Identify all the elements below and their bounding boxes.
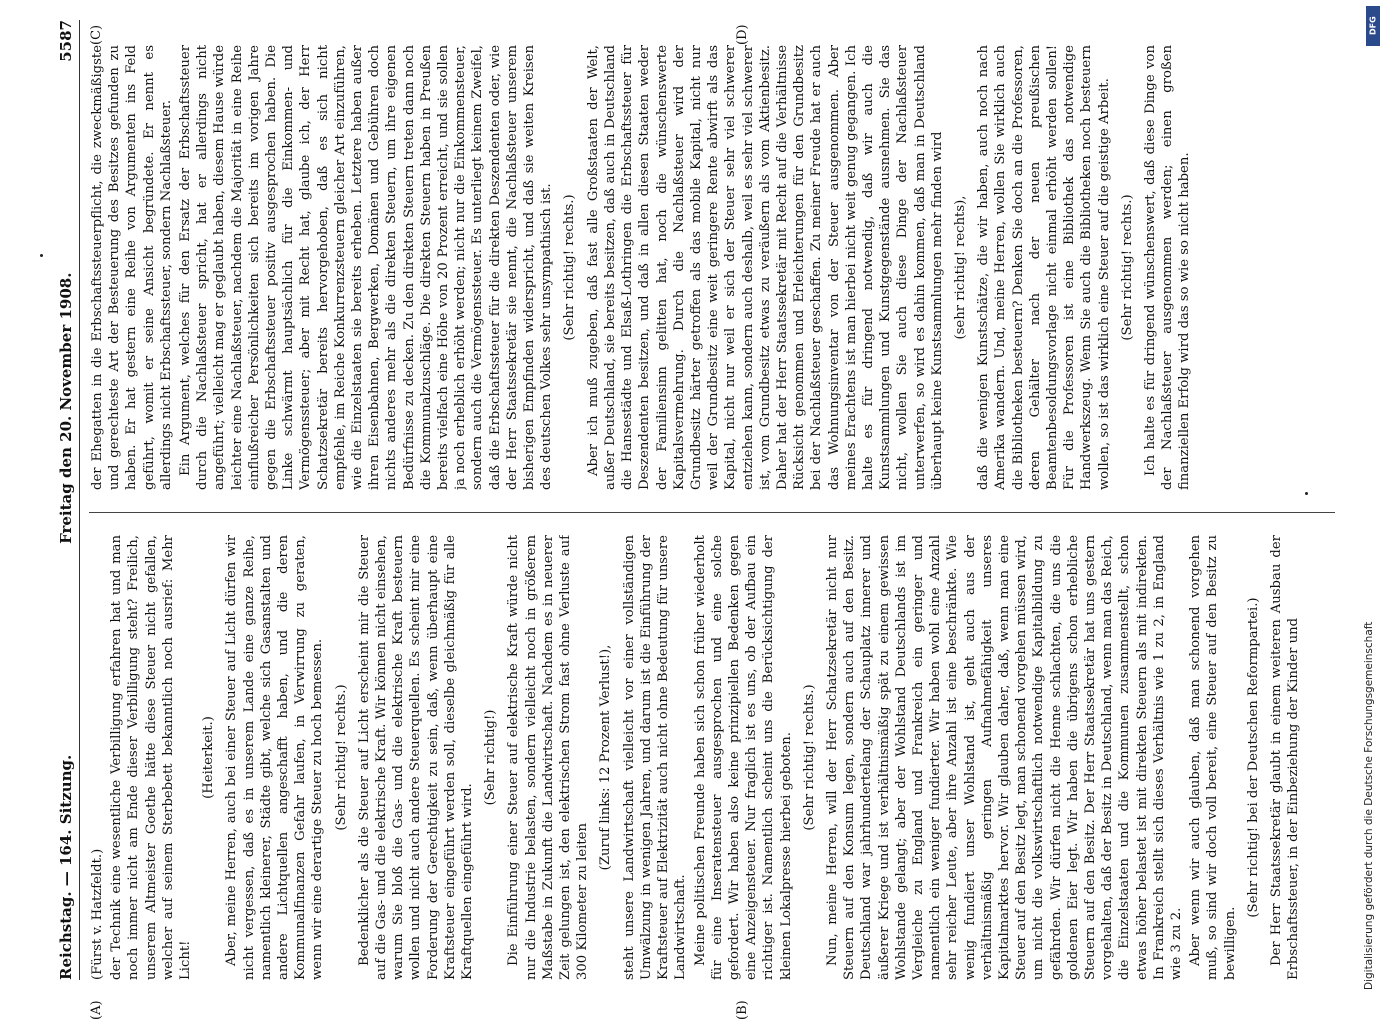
interjection: (Heiterkeit.) bbox=[201, 716, 217, 799]
paragraph: der Technik eine wesentliche Verbilligung erfahren hat und man noch immer nicht am Ende dieser Verbilligung steht? Freilich, unserem Altmeister Goethe hätte diese Steuer nicht gefallen, welcher auf seinem Sterbebett bekanntlich noch ausrief: Mehr Licht! bbox=[109, 535, 194, 980]
interjection: (Sehr richtig! rechts.) bbox=[801, 684, 817, 831]
interjection: (Sehr richtig! rechts.) bbox=[562, 194, 578, 341]
margin-marker-c: (C) bbox=[89, 24, 104, 45]
speck bbox=[1305, 492, 1308, 495]
interjection: (Sehr richtig!) bbox=[483, 709, 499, 806]
speaker-note: (Fürst v. Hatzfeldt.) bbox=[90, 848, 105, 980]
digitization-credit: Digitalisierung gefördert durch die Deutsche Forschungsgemeinschaft bbox=[1363, 621, 1375, 990]
paragraph: steht unsere Landwirtschaft vielleicht vor einer vollständigen Umwälzung in wenigen Jahren, und darum ist die Einführung der Kraftsteuer auf Elektrizität auch nicht ohne Bedeutung für unsere Landwirtschaft. bbox=[621, 535, 689, 980]
page-header bbox=[45, 20, 75, 980]
paragraph: Aber ich muß zugeben, daß fast alle Großstaaten der Welt, außer Deutschland, sie bereits besitzen, daß auch in Deutschland die Hansestädte und Elsaß-Lothringen die Erbschaftssteuer für Deszendenten besitzen, und daß in allen diesen Staaten weder der Familiensinn gelitten hat, noch die wünschenswerte Kapitalsvermehrung. Durch die Nachlaßsteuer wird der Grundbesitz härter getroffen als das mobile Kapital, nicht nur weil der Grundbesitz eine weit geringere Rente abwirft als das Kapital, nicht nur weil er sich der Steuer sehr viel schwerer entziehen kann, sondern auch deshalb, weil es sehr viel schwerer ist, vom Grundbesitz etwas zu veräußern als vom Aktienbesitz. Daher hat der Herr Staatssekretär mit Recht auf die Verhältnisse Rücksicht genommen und Erleichterungen für den Grundbesitz bei der Nachlaßsteuer geschaffen. Zu meiner Freude hat er auch das Wohnungsinventar von der Steuer ausgenommen. Aber meines Erachtens ist man hierbei nicht weit genug gegangen. Ich halte es für dringend notwendig, daß wir auch die Kunstsammlungen und Kunstgegenstände ausnehmen. Sie das nicht, wollen Sie auch diese Dinge der Nachlaßsteuer unterwerfen, so wird es dahin kommen, daß man in Deutschland überhaupt keine Kunstsammlungen mehr finden wird bbox=[585, 45, 945, 490]
paragraph: Der Herr Staatssekretär glaubt in einem weiteren Ausbau der Erbschaftssteuer, in der Einbeziehung der Kinder und bbox=[1269, 535, 1302, 980]
interjection: (Sehr richtig! rechts.) bbox=[333, 684, 349, 831]
page-number: 5587 bbox=[57, 20, 75, 62]
right-column bbox=[89, 45, 1335, 490]
left-column bbox=[89, 535, 1335, 980]
interjection: (sehr richtig! rechts), bbox=[952, 195, 968, 340]
paragraph: Ich halte es für dringend wünschenswert, daß diese Dinge von der Nachlaßsteuer ausgenommen werden; einen großen finanziellen Erfolg wird das so wie so nicht haben. bbox=[1142, 45, 1193, 490]
margin-marker-b: (B) bbox=[735, 1000, 750, 1020]
speck bbox=[40, 254, 43, 257]
paragraph: Aber, meine Herren, auch bei einer Steuer auf Licht dürfen wir nicht vergessen, daß es in unserem Lande eine ganze Reihe, namentlich kleinerer, Städte gibt, welche sich Gasanstalten und andere Lichtquellen angeschafft haben, und die deren Kommunalfinanzen Gefahr laufen, in Verwirrung zu geraten, wenn wir eine derartige Steuer zu hoch bemessen. bbox=[224, 535, 326, 980]
interjection: (Sehr richtig! bei der Deutschen Reformpartei.) bbox=[1245, 597, 1261, 918]
margin-marker-d: (D) bbox=[735, 24, 750, 45]
paragraph: Nun, meine Herren, will der Herr Schatzsekretär nicht nur Steuern auf den Konsum legen, sondern auch auf den Besitz. Deutschland war jahrhundertelang der Schauplatz innerer und äußerer Kriege und ist verhältnismäßig spät zu einem gewissen Wohlstande gelangt; aber der Wohlstand Deutschlands ist im Vergleiche zu England und Frankreich ein geringer und namentlich ein weniger fundierter. Wir haben wohl eine Anzahl sehr reicher Leute, aber ihre Anzahl ist eine beschränkte. Wie wenig fundiert unser Wohlstand ist, geht auch aus der verhältnismäßig geringen Aufnahmefähigkeit unseres Kapitalmarktes hervor. Wir glauben daher, daß, wenn man eine Steuer auf den Besitz legt, man schonend vorgehen müssen wird, um nicht die volkswirtschaftlich notwendige Kapitalbildung zu gefährden. Wir dürfen nicht die Henne schlachten, die uns die goldenen Eier legt. Wir haben die übrigens schon erhebliche Steuern auf den Besitz. Der Herr Staatssekretär hat uns gestern vorgehalten, daß der Besitz in Deutschland, wenn man das Reich, die Einzelstaaten und die Kommunen zusammenstellt, schon etwas höher belastet ist mit direkten Steuern als mit indirekten. In Frankreich stellt sich dieses Verhältnis wie 1 zu 2, in England wie 3 zu 2. bbox=[824, 535, 1184, 980]
interjection: (Sehr richtig! rechts.) bbox=[1119, 194, 1135, 341]
interjection: (Zuruf links: 12 Prozent Verlust!), bbox=[598, 644, 614, 871]
paragraph: Ein Argument, welches für den Ersatz der Erbschaftssteuer durch die Nachlaßsteuer spricht, hat er allerdings nicht angeführt; vielleicht mag er geglaubt haben, diesem Hause würde leichter eine Nachlaßsteuer, nachdem die Majorität in eine Reihe einflußreicher Persönlichkeiten sich bereits im vorigen Jahre gegen die Erbschaftssteuer positiv ausgesprochen haben. Die Linke schwärmt hauptsächlich für die Einkommen- und Vermögenssteuer; aber mit Recht hat, glaube ich, der Herr Schatzsekretär bereits hervorgehoben, daß es sich nicht empfehle, im Reiche Konkurrenzsteuern gleicher Art einzuführen, wie die Einzelstaaten sie bereits erheben. Letztere haben außer ihren Eisenbahnen, Bergwerken, Domänen und Gebühren doch nichts anderes mehr als die direkten Steuern, um ihre eigenen Bedürfnisse zu decken. Zu den direkten Steuern treten dann noch die Kommunalzuschläge. Die direkten Steuern haben in Preußen bereits vielfach eine Höhe von 20 Prozent erreicht, und sie sollen ja noch erheblich erhöht werden; nicht nur die Einkommensteuer, sondern auch die Vermögenssteuer. Es unterliegt keinem Zweifel, daß die Erbschaftssteuer für die direkten Deszendenten oder, wie der Herr Staatssekretär sie nennt, die Nachlaßsteuer unserem bisherigen Empfinden widerspricht, und daß sie weiten Kreisen des deutschen Volkes sehr unsympathisch ist. bbox=[178, 45, 555, 490]
rotated-page bbox=[45, 20, 1335, 1020]
header-rule bbox=[79, 20, 80, 980]
column-separator bbox=[89, 512, 1335, 513]
header-left: Reichstag. — 164. Sitzung. bbox=[57, 754, 75, 980]
paragraph: Bedenklicher als die Steuer auf Licht erscheint mir die Steuer auf die Gas- und die elektrische Kraft. Wir können nicht einsehen, warum Sie bloß die Gas- und die elektrische Kraft besteuern wollen und nicht auch andere Steuerquellen. Es scheint mir eine Forderung der Gerechtigkeit zu sein, daß, wenn überhaupt eine Kraftsteuer eingeführt werden soll, dieselbe gleichmäßig für alle Kraftquellen eingeführt wird. bbox=[356, 535, 476, 980]
paragraph: Aber wenn wir auch glauben, daß man schonend vorgehen muß, so sind wir doch voll bereit, eine Steuer auf den Besitz zu bewilligen. bbox=[1188, 535, 1238, 980]
paragraph: Die Einführung einer Steuer auf elektrische Kraft würde nicht nur die Industrie belasten, sondern vielleicht noch in größerem Maßstabe in Zukunft die Landwirtschaft. Nachdem es in neuerer Zeit gelungen ist, den elektrischen Strom fast ohne Verluste auf 300 Kilometer zu leiten bbox=[506, 535, 591, 980]
paragraph: daß die wenigen Kunstschätze, die wir haben, auch noch nach Amerika wandern. Und, meine Herren, wollen Sie wirklich auch die Bibliotheken besteuern? Denken Sie doch an die Professoren, deren Gehälter nach der neuen preußischen Beamtenbesoldungsvorlage nicht einmal erhöht werden sollen! Für die Professoren ist eine Bibliothek das notwendige Handwerkszeug. Wenn Sie auch die Bibliotheken noch besteuern wollen, so ist das wirklich eine Steuer auf die geistige Arbeit. bbox=[976, 45, 1112, 490]
dfg-logo: DFG bbox=[1366, 6, 1380, 46]
header-date: Freitag den 20. November 1908. bbox=[57, 272, 75, 544]
paragraph: Meine politischen Freunde haben sich schon früher wiederholt für eine Inseratensteuer ausgesprochen und eine solche gefordert. Wir haben also keine prinzipiellen Bedenken gegen eine Anzeigensteuer. Nur fraglich ist es uns, ob der Aufbau ein richtiger ist. Namentlich scheint uns die Berücksichtigung der kleinen Lokalpresse hierbei geboten. bbox=[692, 535, 794, 980]
margin-marker-a: (A) bbox=[89, 1000, 104, 1020]
paragraph: der Ehegatten in die Erbschaftssteuerpflicht, die zweckmäßigste und gerechteste Art der Besteuerung des Besitzes gefunden zu haben. Er hat gestern eine Reihe von Argumenten ins Feld geführt, womit er seine Ansicht begründete. Er nennt es allerdings nicht Erbschaftssteuer, sondern Nachlaßsteuer. bbox=[90, 45, 174, 490]
